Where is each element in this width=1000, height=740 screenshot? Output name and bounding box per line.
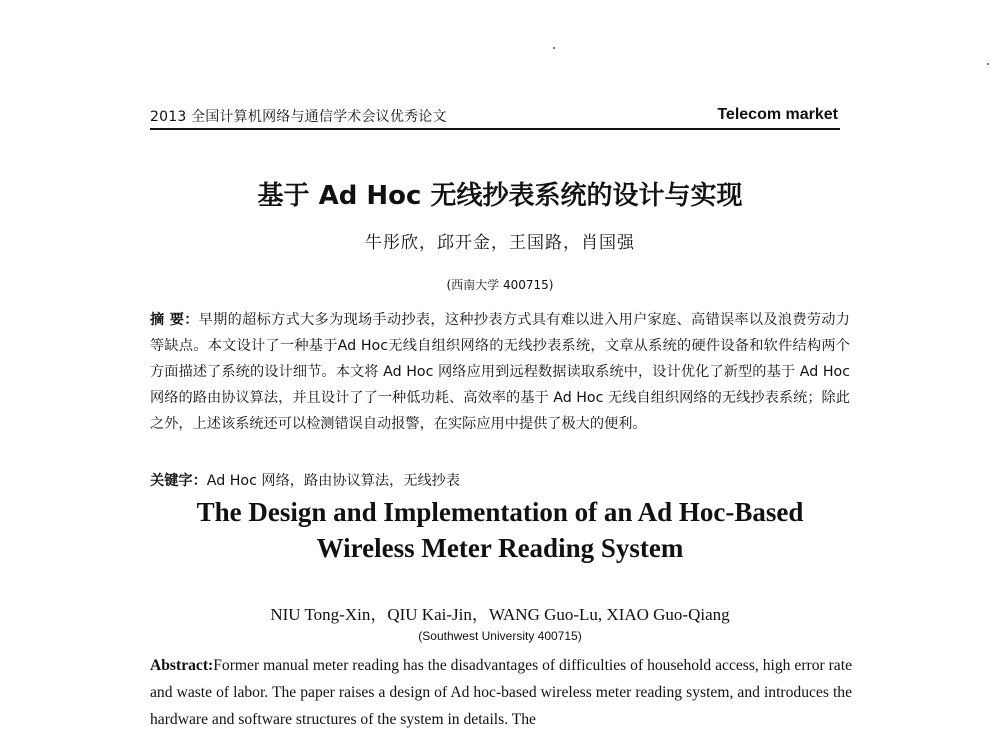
chinese-authors: 牛彤欣，邱开金，王国路，肖国强 — [365, 233, 635, 253]
conference-header: 2013 全国计算机网络与通信学术会议优秀论文 — [150, 109, 447, 125]
chinese-title: 基于 Ad Hoc 无线抄表系统的设计与实现 — [257, 181, 743, 211]
chinese-abstract-text: 早期的超标方式大多为现场手动抄表，这种抄表方式具有难以进入用户家庭、高错误率以及浪费劳动力等缺点。本文设计了一种基于Ad Hoc无线自组织网络的无线抄表系统，文章从系统的硬件设备和软件结构两个方面描述了系统的设计细节。本文将 Ad Hoc 网络应用到远程数据读取系统中，设计优化了新型的基于 Ad Hoc 网络的路由协议算法，并且设计了了一种低功耗、高效率的基于 Ad Hoc 无线自组织网络的无线抄表系统；除此之外，上述该系统还可以检测错误自动报警，在实际应用中提供了极大的便利。 — [150, 312, 850, 432]
chinese-abstract-label: 摘 要： — [150, 312, 199, 328]
chinese-affiliation: (西南大学 400715) — [446, 278, 554, 292]
english-affiliation: (Southwest University 400715) — [418, 629, 582, 643]
english-abstract — [150, 652, 852, 733]
chinese-keywords-text: Ad Hoc 网络，路由协议算法，无线抄表 — [206, 473, 461, 489]
english-authors: NIU Tong-Xin，QIU Kai-Jin，WANG Guo-Lu, XIAO Guo-Qiang — [270, 605, 730, 624]
english-title — [0, 494, 1000, 566]
english-abstract-text: Former manual meter reading has the disadvantages of difficulties of household access, high error rate and waste of labor. The paper raises a design of Ad hoc-based wireless meter reading system, and introduces the hardware and software structures of the system in details. The — [150, 657, 852, 728]
chinese-keywords-label: 关键字： — [150, 473, 207, 489]
scan-speck — [553, 47, 555, 49]
chinese-abstract — [150, 307, 850, 437]
english-title-line-1: The Design and Implementation of an Ad Hoc-Based — [196, 497, 804, 527]
english-title-line-2: Wireless Meter Reading System — [316, 533, 684, 563]
chinese-keywords — [150, 470, 850, 490]
journal-name: Telecom market — [717, 106, 838, 123]
scan-speck — [987, 63, 989, 65]
english-abstract-label: Abstract: — [150, 657, 214, 674]
header-divider — [150, 128, 840, 130]
